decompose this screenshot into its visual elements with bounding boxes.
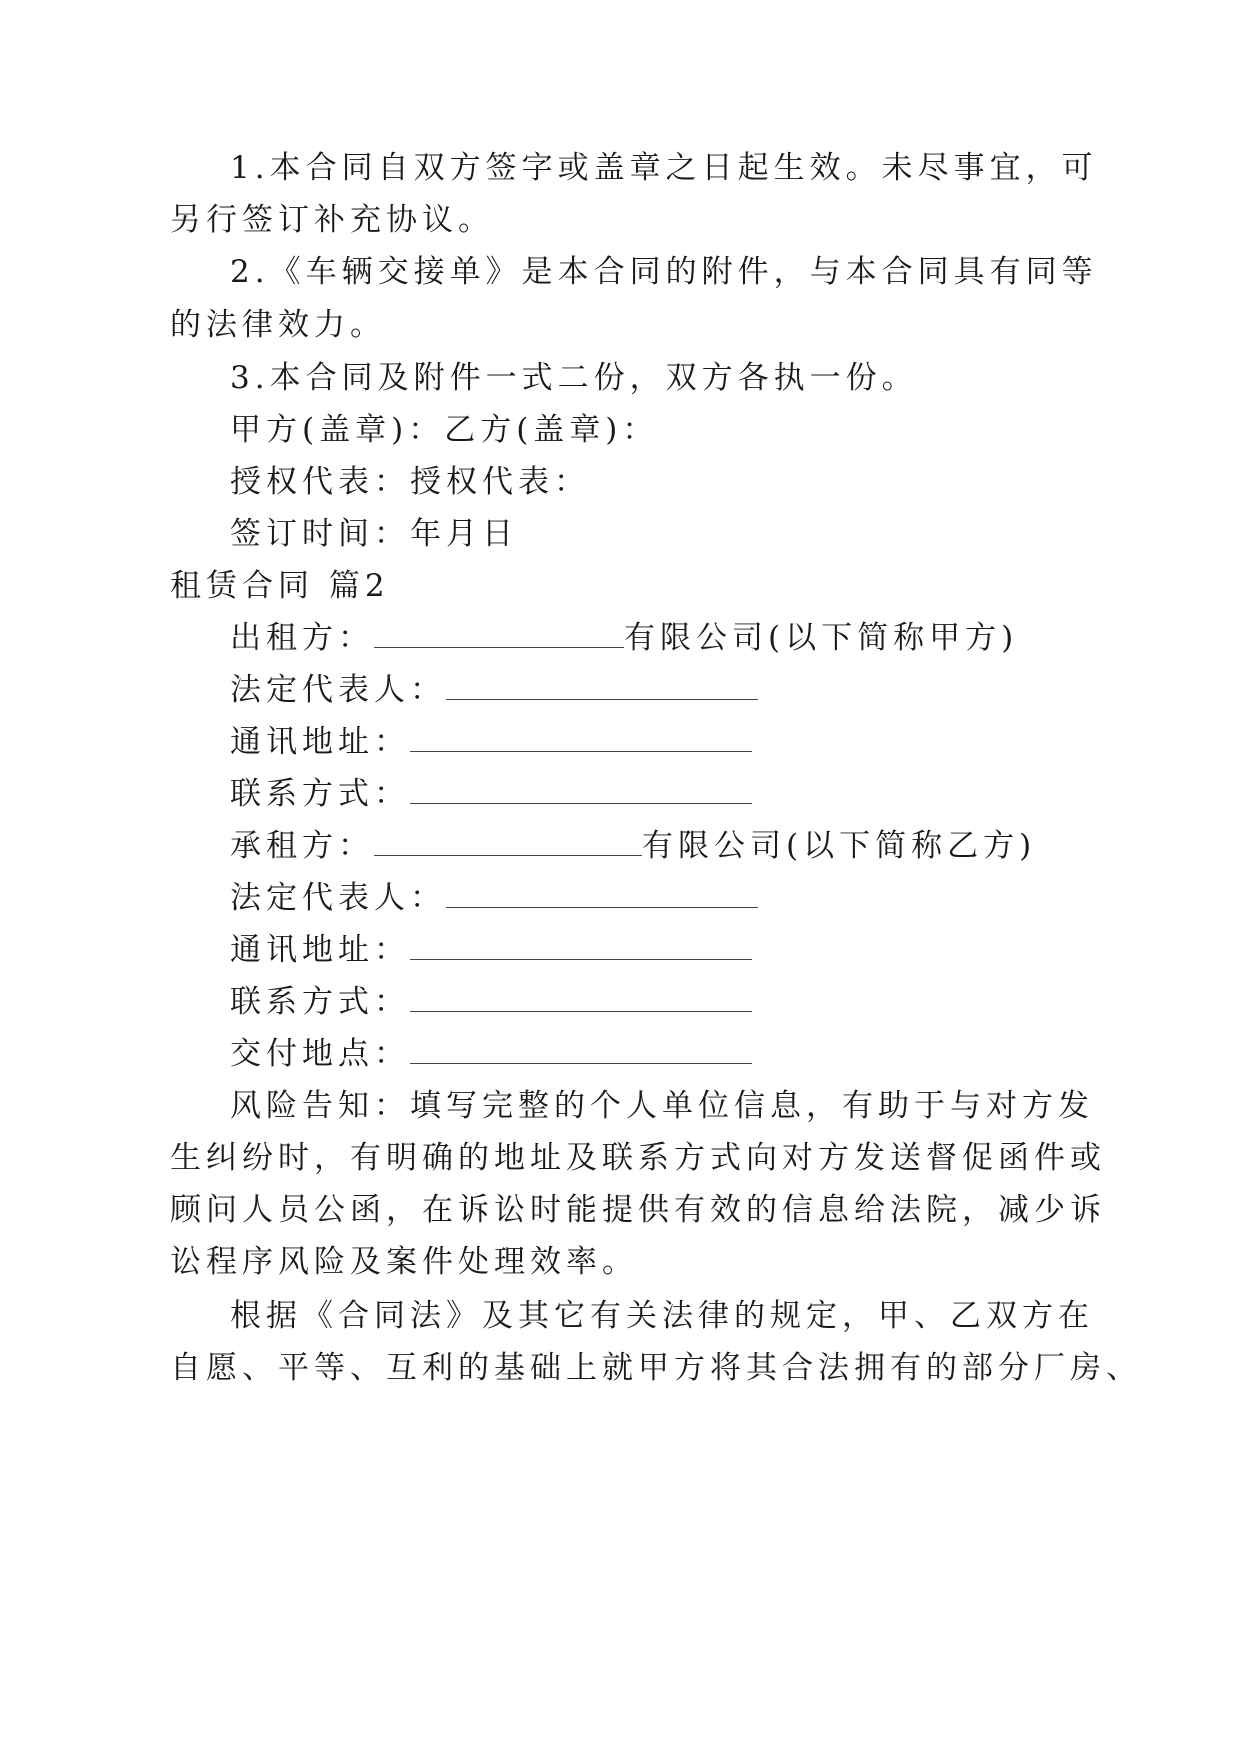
authorized-rep-line: 授权代表：授权代表： [230, 464, 590, 500]
legal-rep-a-label: 法定代表人： [230, 672, 446, 708]
address-b-line [230, 930, 752, 970]
lessee-label: 承租方： [230, 828, 374, 864]
risk-notice-line-1: 风险告知：填写完整的个人单位信息，有助于与对方发 [230, 1088, 1094, 1124]
lessee-line [230, 826, 1036, 866]
clause-2-line-1: 2.《车辆交接单》是本合同的附件，与本合同具有同等 [230, 254, 1098, 290]
contact-b-label: 联系方式： [230, 984, 410, 1020]
clause-2-line-2: 的法律效力。 [170, 307, 386, 343]
clause-1-line-1: 1.本合同自双方签字或盖章之日起生效。未尽事宜，可 [230, 150, 1098, 186]
lessor-suffix: 有限公司(以下简称甲方) [624, 620, 1019, 656]
lessor-blank [374, 621, 624, 648]
address-a-label: 通讯地址： [230, 724, 410, 760]
contact-b-line [230, 982, 752, 1022]
contact-a-line [230, 774, 752, 814]
legal-rep-a-blank [446, 673, 758, 700]
risk-notice-line-2: 生纠纷时，有明确的地址及联系方式向对方发送督促函件或 [170, 1140, 1106, 1176]
address-a-blank [410, 725, 752, 752]
address-a-line [230, 722, 752, 762]
legal-rep-b-line [230, 878, 758, 918]
lessee-suffix: 有限公司(以下简称乙方) [642, 828, 1037, 864]
lessee-blank [374, 829, 642, 856]
delivery-blank [410, 1037, 752, 1064]
clause-3: 3.本合同及附件一式二份，双方各执一份。 [230, 360, 918, 396]
contact-a-blank [410, 777, 752, 804]
delivery-label: 交付地点： [230, 1036, 410, 1072]
party-seal-line: 甲方(盖章)：乙方(盖章)： [230, 412, 659, 448]
lessor-line [230, 618, 1018, 658]
preamble-line-2: 自愿、平等、互利的基础上就甲方将其合法拥有的部分厂房、 [170, 1350, 1142, 1386]
preamble-line-1: 根据《合同法》及其它有关法律的规定，甲、乙双方在 [230, 1298, 1094, 1334]
signing-date-line: 签订时间：年月日 [230, 516, 518, 552]
clause-1-line-2: 另行签订补充协议。 [170, 202, 494, 238]
lessor-label: 出租方： [230, 620, 374, 656]
section-heading: 租赁合同 篇2 [170, 568, 390, 604]
contact-b-blank [410, 985, 752, 1012]
contact-a-label: 联系方式： [230, 776, 410, 812]
legal-rep-b-label: 法定代表人： [230, 880, 446, 916]
address-b-blank [410, 933, 752, 960]
risk-notice-line-3: 顾问人员公函，在诉讼时能提供有效的信息给法院，减少诉 [170, 1192, 1106, 1228]
risk-notice-line-4: 讼程序风险及案件处理效率。 [170, 1244, 638, 1280]
legal-rep-b-blank [446, 881, 758, 908]
address-b-label: 通讯地址： [230, 932, 410, 968]
legal-rep-a-line [230, 670, 758, 710]
delivery-line [230, 1034, 752, 1074]
